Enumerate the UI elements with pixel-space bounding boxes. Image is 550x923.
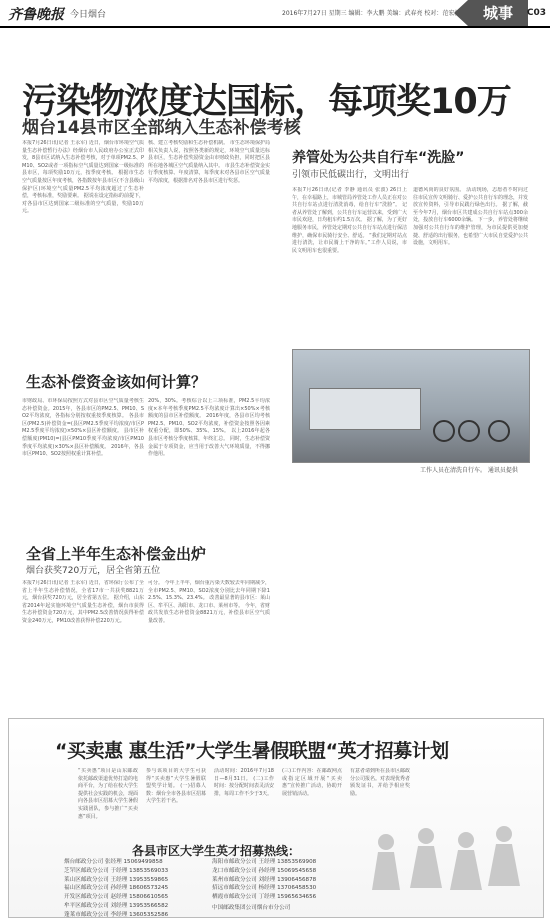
bicycle-wheel-icon — [458, 420, 480, 442]
lead-subhead: 烟台14县市区全部纳入生态补偿考核 — [22, 118, 301, 138]
hotline-item: 龙口市邮政分公司 孙经理 15069545658 — [212, 867, 317, 874]
lead-headline: 污染物浓度达国标，每项奖10万 — [22, 82, 511, 122]
bike-story-subheading: 引领市民低碳出行，文明出行 — [292, 170, 410, 180]
promo-body-col3: 活动时间：2016年7月18日—8月31日。 (二)工作时间：按分配时间表灵活安排，每周工作不少于3天。 — [214, 768, 274, 797]
section3-heading: 全省上半年生态补偿金出炉 — [26, 545, 207, 563]
promo-body-col2: 参与该项目的大学生可获得“买卖惠”大学生暑假联盟奖学计划。 (一)招募人数：烟台全市各县市区招募大学生若干名。 — [146, 768, 206, 805]
bike-story-heading: 养管处为公共自行车“洗脸” — [292, 150, 465, 166]
hotline-item: 莱山区邮政分公司 王经理 13953559865 — [64, 876, 169, 883]
newspaper-logo: 齐鲁晚报 — [8, 7, 64, 23]
lead-body-col2: 核、建立考核奖励和生态补偿机制。 市生态环境保护局相关负责人说，按照各类新的规定，环境空气质量达标县市区，生态补偿奖励资金由市财政负担，同时把区县所在地各城区空气质量纳入其中。 市县生态补偿资金实行季度核算、年度清算，每季度末对各县市区空气质量平均浓度，根据排名对各县市区进行奖惩。 — [148, 140, 270, 184]
promo-body-col5: 有意者请到所在县市区邮政分公司报名。对表现优秀者颁发证书，并给予相应奖励。 — [350, 768, 410, 797]
bike-station-kiosk — [309, 388, 421, 430]
bike-story-body-col2: 道德风尚的良好氛围。 活动现场，志愿者不时向过往市民宣传文明骑行、爱护公共自行车的理念，并发放宣传资料，引导市民践行绿色出行。 据了解，截至今年7月，烟台市区共建成公共自行车站点300余处，投放自行车6000余辆。 下一步，养管处将继续加强对公共自行车的维护管理，为市民提供更加便捷、舒适的出行服务，也希望广大市民自觉爱护公共设施，文明用车。 — [413, 187, 528, 247]
hotline-list-right — [212, 858, 316, 902]
promo-title: “买卖惠 惠生活”大学生暑假联盟“英才招募计划 — [55, 740, 449, 762]
section2-body-col2: 20%，30%。考核综合以上三项标准，PM2.5平均浓度×本年考核季度PM2.5平均浓度计算出×50%×考核额度的县市区补偿额度。 2016年度，各县市区均考核PM2.5、PM10、SO2平均浓度，补偿资金按照各因素权重分配，即50%、35%、15%。 以上2016年起各县市区考核分季度核算，年终汇总。 同时，生态补偿资金属于专项资金，应当用于改善大气环境质量，不得挪作他用。 — [148, 398, 270, 458]
bike-cleaning-photo — [292, 349, 530, 463]
section2-heading: 生态补偿资金该如何计算？ — [26, 373, 207, 391]
hotline-item: 福山区邮政分公司 孙经理 18606573245 — [64, 885, 169, 892]
hotline-item: 开发区邮政分公司 赵经理 15806610565 — [64, 894, 169, 901]
section-name: 今日烟台 — [70, 10, 107, 20]
section3-body-col1: 本报7月26日讯(记者 王永军) 近日，省环保厅公布了全省上半年生态补偿情况，全省17市一共获奖8821万元，烟台获奖720万元，居全省第五位。 据介绍，山东省2014年起实施环境空气质量生态补偿，烟台市获得生态补偿资金720万元，其中PM2.5改善情况获得补偿资金240万元，PM10改善获得补偿220万元。 — [22, 580, 144, 624]
hotline-item: 蓬莱市邮政分公司 李经理 13605352586 — [64, 911, 169, 918]
hotline-item: 莱州市邮政分公司 刘经理 13906456878 — [212, 876, 317, 883]
photo-caption: 工作人员在清洗自行车。 通讯员提供 — [420, 467, 518, 474]
bicycle-wheel-icon — [488, 420, 510, 442]
section3-body-col2: 可分。 今年上半年，烟台重污染天数较去年同期减少，全市PM2.5、PM10、SO2浓度分别比去年同期下降12.5%、15.3%、23.4%。 改善最显著的县市区：莱山区、牟平区、海阳市、龙口市、莱州市等。 今年，省财政共发放生态补偿资金8821万元，补偿县市区空气质量改善。 — [148, 580, 270, 624]
hotline-title: 各县市区大学生英才招募热线： — [132, 844, 301, 858]
issue-meta: 2016年7月27日 星期三 编辑：李大鹏 美编：武春亮 校对：范宏新 — [282, 10, 461, 17]
page-header — [0, 0, 550, 28]
hotline-item: 海阳市邮政分公司 王经理 13853569908 — [212, 859, 317, 865]
hotline-item: 牟平区邮政分公司 刘经理 13953566582 — [64, 902, 169, 909]
section2-body-col1: 市财政局、市环保局按照方式对县市区空气质量考核生态补偿资金。2015年，各县市区的PM2.5、PM10、SO2平均浓度，各指标分别按权重按季度核算。 各县市区(PM2.5)补偿资金=(县区PM2.5季度平均浓度/市区PM2.5季度平均浓度)×50%×县区补偿额度。 县市区补偿额度(PM10)=(县区PM10季度平均浓度/市区PM10季度平均浓度)×30%×县区补偿额度。 2016年，各县市区PM10、SO2按照权重计算补偿。 — [22, 398, 144, 458]
bicycle-wheel-icon — [433, 420, 455, 442]
bike-story-body-col1: 本报7月26日讯(记者 李静 通讯员 张波) 26日上午，在幸福路上，市城管局养管处工作人员正在对公共自行车站点进行清洗消毒，给自行车“洗脸”。 记者从养管处了解到，公共自行车运营以来，受到广大市民欢迎，日均租车约1.5万次。 据了解，为了更好地服务市民，养管处定期对公共自行车站点进行保洁维护，确保市民骑行安全、舒适。 “我们定期对站点进行清洗，让市民骑上干净的车。”工作人员说，市民文明用车也很重要。 — [292, 187, 407, 254]
section3-subheading: 烟台获奖720万元，居全省第五位 — [26, 566, 161, 576]
promo-sponsor: 中国邮政集团公司烟台市分公司 — [212, 905, 291, 911]
section-tab: 城事 — [468, 0, 528, 26]
hotline-item: 芝罘区邮政分公司 于经理 13853569033 — [64, 867, 169, 874]
hotline-item: 招远市邮政分公司 杨经理 13706458530 — [212, 885, 317, 892]
hotline-list-left — [64, 858, 168, 920]
promo-body-col1: “买卖惠”项目是山东邮政依托邮政渠道优势打造的电商平台，为了给在校大学生提供社会实践的机会，现面向各县市区招募大学生暑假实践团队，参与推广“买卖惠”项目。 — [78, 768, 138, 820]
promo-body-col4: (三)工作内容：在邮政网点或指定区域开展“买卖惠”宣传推广活动，协助开展营销活动。 — [282, 768, 342, 797]
lead-body-col1: 本报7月26日讯(记者 王永军) 近日，烟台市环境空气质量生态补偿暂行办法》经烟台市人民政府办公室正式印发，8县市区试纳入生态补偿考核，对于单项PM2.5、PM10、SO2或者一项指标空气质量达到国家一级标准的县市区，每项奖励10万元，按季度考核。 根据市生态空气质量按区年度考核，各指数按年县市区(不含县级山保护区)环境空气质量PM2.5平均浓度超过了生态补偿，考核标准，奖励要素。 据说在设定指标的前提下，对各县市区达到国家二级标准的空气质量，奖励10万元。 — [22, 140, 144, 215]
hotline-item: 烟台邮政分公司 张经理 15069499858 — [64, 859, 163, 865]
hotline-item: 栖霞市邮政分公司 丁经理 15965634656 — [212, 894, 317, 901]
students-silhouette-graphic — [356, 820, 534, 910]
page-number: C03 — [526, 8, 546, 18]
